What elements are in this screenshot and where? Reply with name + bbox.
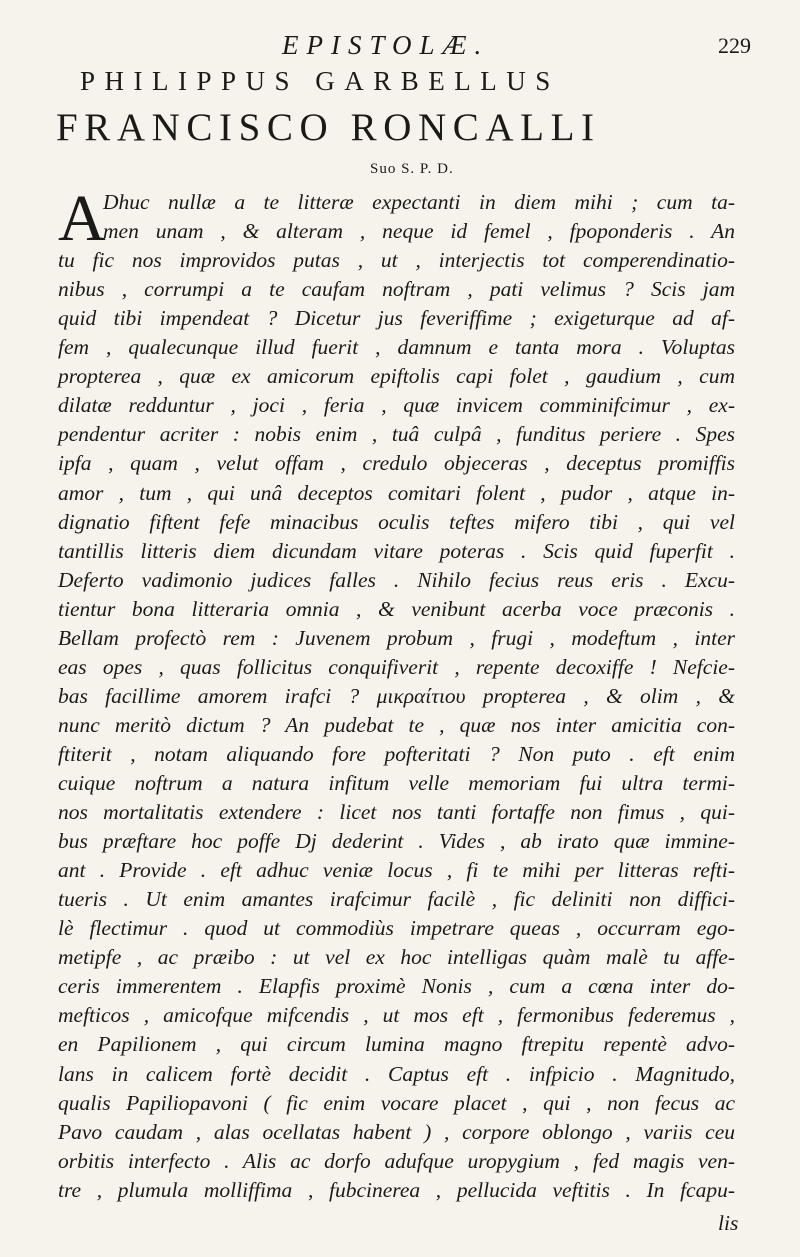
text-line: metipfe , ac præibo : ut vel ex hoc intelligas quàm malè tu affe- [58,945,735,970]
text-line: bas facillime amorem irafci ? μικραίτιου propterea , & olim , & [58,683,735,708]
text-line: dilatæ redduntur , joci , feria , quæ invicem comminifcimur , ex- [58,393,735,418]
text-line: qualis Papiliopavoni ( fic enim vocare placet , qui , non fecus ac [58,1090,735,1115]
letter-salutation: Suo S. P. D. [370,161,454,177]
text-line: propterea , quæ ex amicorum epiftolis capi folet , gaudium , cum [58,364,735,389]
text-line: Dhuc nullæ a te litteræ expectanti in diem mihi ; cum ta- [103,190,735,214]
drop-cap-initial: A [58,182,106,255]
catchword: lis [718,1211,739,1235]
text-line: pendentur acriter : nobis enim , tuâ culpâ , funditus periere . Spes [58,422,735,447]
text-line: bus præftare hoc poffe Dj dederint . Vides , ab irato quæ immine- [58,829,735,854]
text-line: en Papilionem , qui circum lumina magno ftrepitu repentè advo- [58,1032,735,1057]
text-line: eas opes , quas follicitus conquifiverit , repente decoxiffe ! Nefcie- [58,654,735,679]
text-line: nos mortalitatis extendere : licet nos tanti fortaffe non fimus , qui- [58,800,735,825]
text-line: quid tibi impendeat ? Dicetur jus feveriffime ; exigeturque ad af- [58,306,735,331]
letter-sender: PHILIPPUS GARBELLUS [80,66,560,96]
text-line: tientur bona litteraria omnia , & venibunt acerba voce præconis . [58,596,735,621]
text-line: tre , plumula molliffima , fubcinerea , pellucida veftitis . In fcapu- [58,1177,735,1202]
text-line: dignatio fiftent fefe minacibus oculis teftes mifero tibi , qui vel [58,509,735,534]
text-line: ipfa , quam , velut offam , credulo objeceras , deceptus promiffis [58,451,735,476]
text-line: ceris immerentem . Elapfis proximè Nonis , cum a cœna inter do- [58,974,735,999]
text-line: cuique noftrum a natura infitum velle memoriam fui ultra termi- [58,771,735,795]
text-line: ant . Provide . eft adhuc veniæ locus , fi te mihi per litteras refti- [58,858,735,883]
text-line: tueris . Ut enim amantes irafcimur facilè , fic deliniti non diffici- [58,887,735,912]
text-line: Bellam profectò rem : Juvenem probum , frugi , modeftum , inter [58,625,735,650]
text-line: nunc meritò dictum ? An pudebat te , quæ nos inter amicitia con- [58,712,735,737]
text-line: tu fic nos improvidos putas , ut , interjectis tot comperendinatio- [58,248,735,273]
text-line: lè flectimur . quod ut commodiùs impetrare queas , occurram ego- [58,916,735,941]
text-line: mefticos , amicofque mifcendis , ut mos eft , fermonibus federemus , [58,1003,735,1028]
text-line: orbitis interfecto . Alis ac dorfo adufque uropygium , fed magis ven- [58,1148,735,1173]
text-line: nibus , corrumpi a te caufam noftram , pati velimus ? Scis jam [58,277,735,302]
running-head: EPISTOLÆ. [282,30,490,60]
text-line: ftiterit , notam aliquando fore pofteritati ? Non puto . eft enim [58,741,735,766]
text-line: Deferto vadimonio judices falles . Nihilo fecius reus eris . Excu- [58,567,735,592]
text-line: tantillis litteris diem dicundam vitare poteras . Scis quid fuperfit . [58,538,735,563]
text-line: amor , tum , qui unâ deceptos comitari folent , pudor , atque in- [58,480,735,505]
text-line: men unam , & alteram , neque id femel , fpoponderis . An [103,219,735,244]
page-number: 229 [718,33,751,58]
text-line: Pavo caudam , alas ocellatas habent ) , corpore oblongo , variis ceu [58,1119,735,1144]
letter-recipient: FRANCISCO RONCALLI [56,106,601,149]
text-line: lans in calicem fortè decidit . Captus eft . infpicio . Magnitudo, [58,1061,735,1086]
text-line: fem , qualecunque illud fuerit , damnum e tanta mora . Voluptas [58,335,735,360]
